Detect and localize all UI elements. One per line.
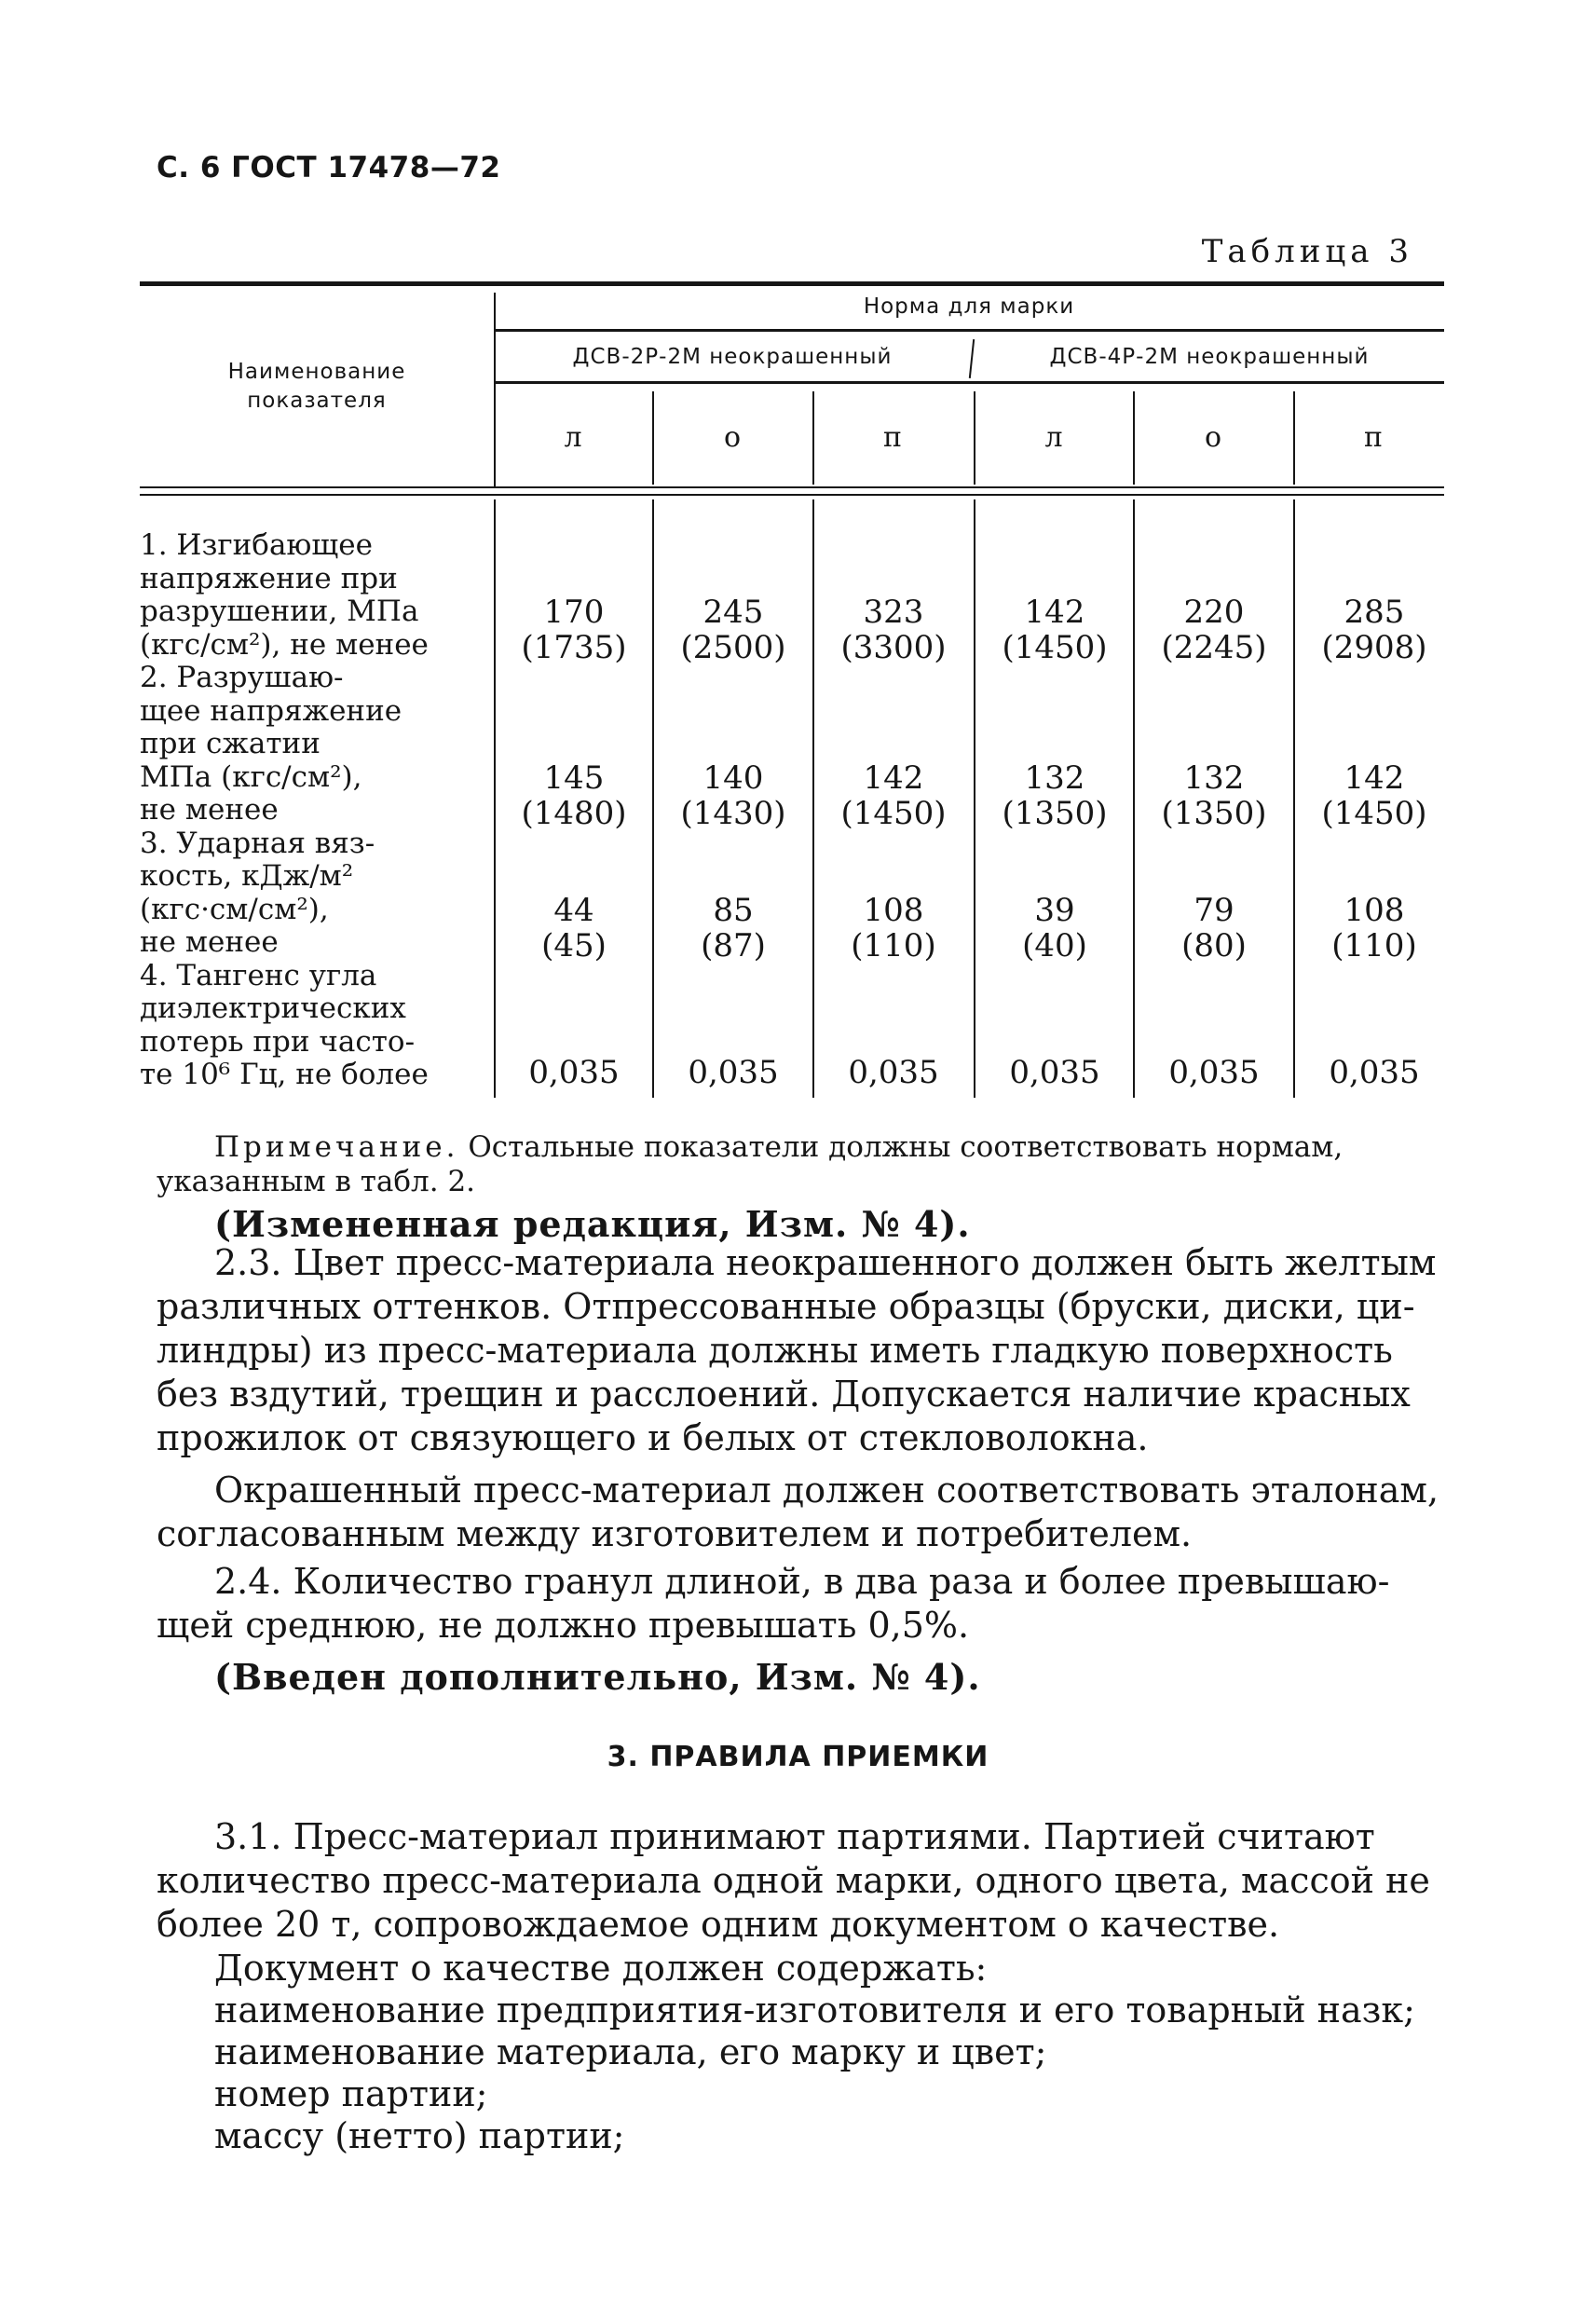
table-cell: 39 (40) [1022, 892, 1087, 964]
label-line: (кгс/см²), не менее [140, 627, 429, 662]
note-text: Остальные показатели должны соответствовать нормам, [458, 1130, 1344, 1164]
table-cell: 85 (87) [701, 892, 766, 964]
table-cell: 140 (1430) [680, 759, 786, 832]
label-line: 3. Ударная вяз- [140, 826, 375, 860]
table-cell: 285 (2908) [1321, 594, 1427, 666]
table-cell: 170 (1735) [521, 594, 627, 666]
col-header-name: Наименование показателя [227, 360, 406, 413]
label-line: те 10⁶ Гц, не более [140, 1058, 429, 1091]
doc-intro: Документ о качестве должен содержать: [214, 1948, 988, 1989]
label-line: щее напряжение [140, 693, 402, 728]
table-cell: 0,035 [1168, 1054, 1260, 1091]
table-cell: 220 (2245) [1161, 594, 1267, 666]
table-cell: 142 (1450) [840, 759, 947, 832]
label-line: МПа (кгс/см²), [140, 759, 362, 794]
table-cell: 0,035 [688, 1054, 779, 1091]
note-continuation: указанным в табл. 2. [157, 1165, 476, 1198]
list-item: наименование предприятия-изготовителя и его товарный назк; [214, 1990, 1415, 2031]
header-bottom-rule-1 [140, 486, 1444, 488]
properties-table [140, 280, 1444, 1100]
table-cell: 0,035 [1329, 1054, 1420, 1091]
subcol-header: л [1044, 421, 1063, 454]
table-top-rule [140, 281, 1444, 286]
document-requirements [214, 1948, 1481, 2157]
col-divider-name [494, 293, 496, 486]
list-item: наименование материала, его марку и цвет; [214, 2031, 1047, 2072]
table-cell: 132 (1350) [1002, 759, 1108, 832]
note-label: Примечание. [214, 1130, 459, 1164]
label-line: 1. Изгибающее [140, 528, 373, 562]
label-line: напряжение при [140, 561, 398, 595]
table-cell: 142 (1450) [1321, 759, 1427, 832]
row-labels [140, 529, 484, 1092]
table-cell: 44 (45) [541, 892, 607, 964]
table-cell: 142 (1450) [1002, 594, 1108, 666]
label-line: разрушении, МПа [140, 595, 419, 628]
table-cell: 79 (80) [1181, 892, 1247, 964]
mark-header-rule [494, 381, 1444, 384]
subcol-header: о [723, 421, 742, 454]
table-caption: Таблица 3 [1201, 233, 1413, 270]
label-line: не менее [140, 925, 279, 959]
page-header: С. 6 ГОСТ 17478—72 [157, 151, 501, 185]
norm-header-rule [494, 329, 1444, 332]
subcol-header: п [883, 421, 902, 454]
table-cell: 245 (2500) [680, 594, 786, 666]
label-line: при сжатии [140, 727, 321, 760]
label-line: диэлектрических [140, 991, 406, 1025]
norm-header: Норма для марки [863, 294, 1075, 319]
label-line: 2. Разрушаю- [140, 661, 344, 694]
paragraph-3-1: 3.1. Пресс-материал принимают партиями. Партией считают количество пресс-материала одной марки, одного цвета, массой не более 20 т, сопровождаемое одним документом о качестве. [157, 1816, 1430, 1945]
table-cell: 0,035 [848, 1054, 939, 1091]
subcol-header: п [1364, 421, 1383, 454]
table-note [214, 1129, 1453, 1165]
header-bottom-rule-2 [140, 494, 1444, 496]
subcol-header: л [564, 421, 582, 454]
section-title: 3. ПРАВИЛА ПРИЕМКИ [607, 1741, 989, 1773]
table-cell: 108 (110) [1331, 892, 1417, 964]
table-cell: 108 (110) [851, 892, 936, 964]
table-cell: 323 (3300) [840, 594, 947, 666]
subcol-header: о [1204, 421, 1222, 454]
list-item: номер партии; [214, 2073, 488, 2114]
paragraph-2-3-b: Окрашенный пресс-материал должен соответствовать эталонам, согласованным между изготовителем и потребителем. [157, 1470, 1439, 1554]
list-item: массу (нетто) партии; [214, 2115, 625, 2156]
table-cell: 0,035 [1009, 1054, 1100, 1091]
table-cell: 132 (1350) [1161, 759, 1267, 832]
label-line: 4. Тангенс угла [140, 958, 377, 992]
table-cell: 0,035 [528, 1054, 620, 1091]
label-line: кость, кДж/м² [140, 859, 354, 893]
label-line: (кгс·см/см²), [140, 892, 329, 926]
label-line: потерь при часто- [140, 1024, 416, 1059]
mark2-header: ДСВ-4Р-2М неокрашенный [1049, 345, 1370, 369]
mark1-header: ДСВ-2Р-2М неокрашенный [572, 345, 893, 369]
label-line: не менее [140, 793, 279, 827]
paragraph-2-3: 2.3. Цвет пресс-материала неокрашенного должен быть желтым различных оттенков. Отпрессованные образцы (бруски, диски, ци- линдры) из пресс-материала должны иметь гладкую поверхность без вздутий, трещин и расслоений. Допускается наличие красных прожилок от связующего и белых от стекловолокна. [157, 1242, 1437, 1458]
paragraph-2-4: 2.4. Количество гранул длиной, в два раза и более превышаю- щей среднюю, не должно превышать 0,5%. [157, 1561, 1390, 1646]
amendment-note: (Введен дополнительно, Изм. № 4). [214, 1656, 981, 1698]
amendment-note: (Измененная редакция, Изм. № 4). [214, 1203, 971, 1245]
table-cell: 145 (1480) [521, 759, 627, 832]
